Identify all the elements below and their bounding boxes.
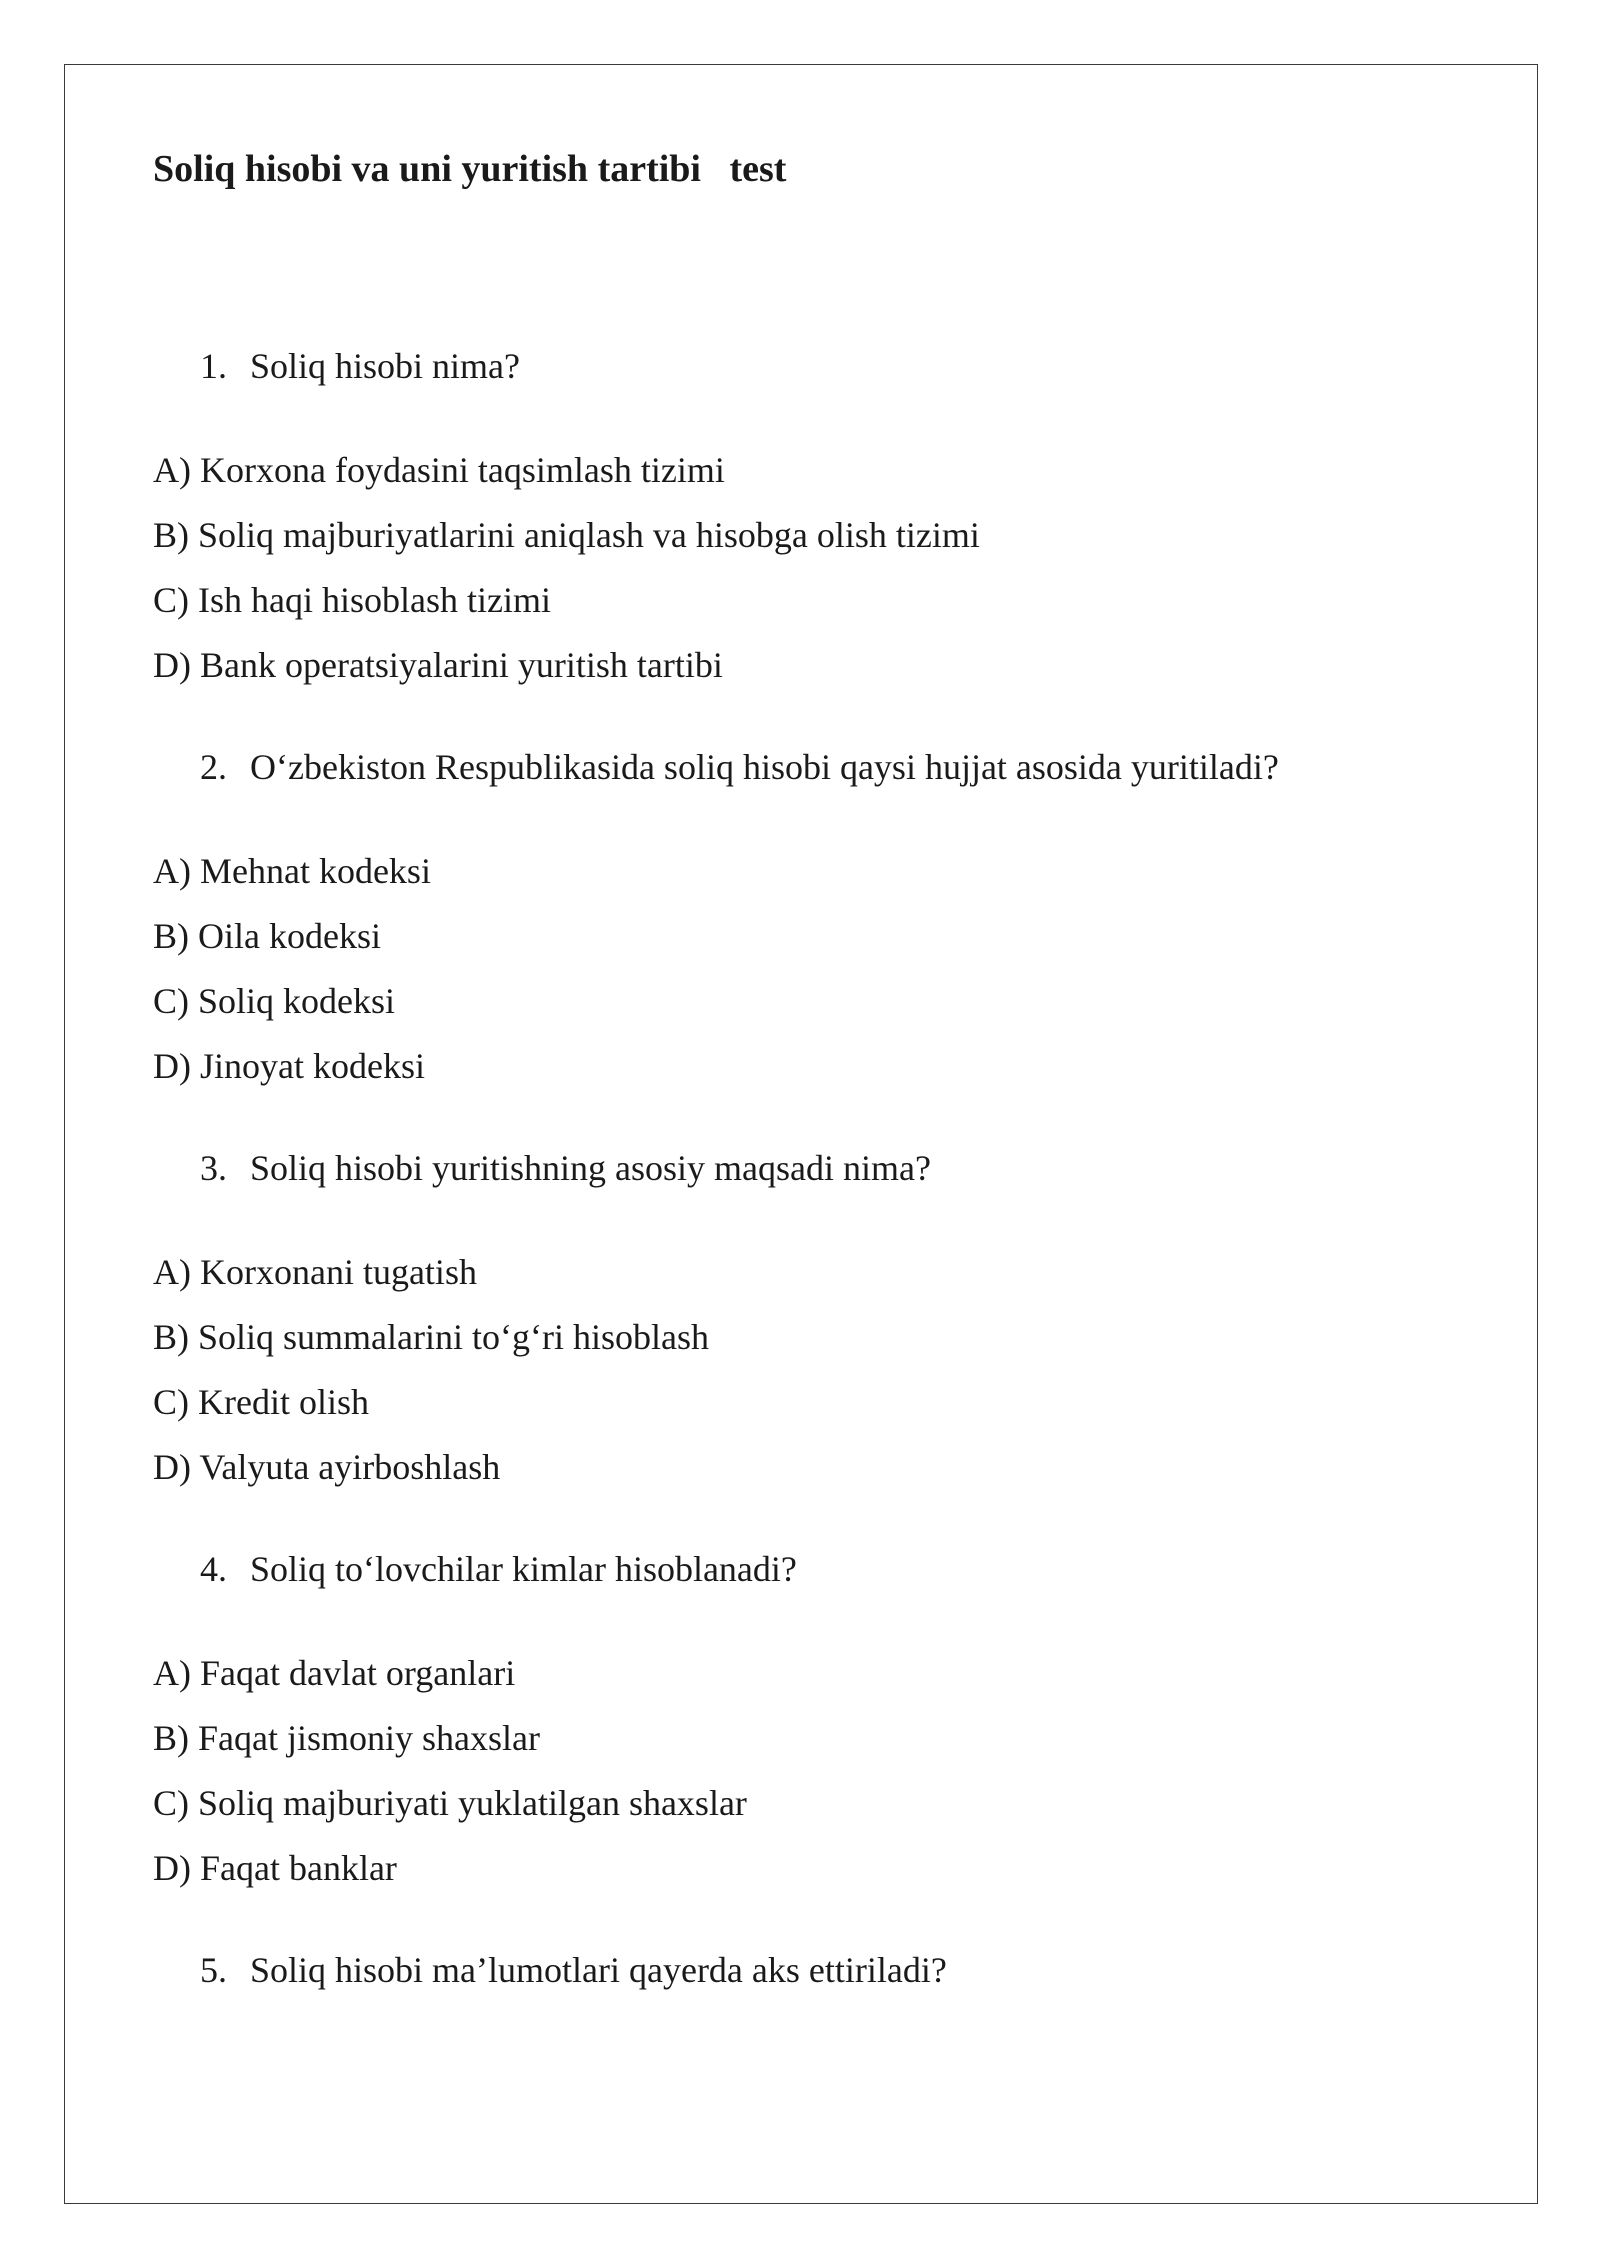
- question-text: Soliq to‘lovchilar kimlar hisoblanadi?: [250, 1549, 797, 1589]
- option-4d: D) Faqat banklar: [153, 1848, 397, 1888]
- option-3d: D) Valyuta ayirboshlash: [153, 1447, 501, 1487]
- question-1: [200, 348, 520, 384]
- option-2d: D) Jinoyat kodeksi: [153, 1046, 425, 1086]
- question-number: 2.: [200, 747, 227, 787]
- question-number: 3.: [200, 1148, 227, 1188]
- question-text: O‘zbekiston Respublikasida soliq hisobi qaysi hujjat asosida yuritiladi?: [250, 747, 1279, 787]
- option-1a: A) Korxona foydasini taqsimlash tizimi: [153, 450, 725, 490]
- question-2: [200, 749, 1279, 785]
- question-text: Soliq hisobi yuritishning asosiy maqsadi nima?: [250, 1148, 931, 1188]
- question-number: 1.: [200, 346, 227, 386]
- option-2a: A) Mehnat kodeksi: [153, 851, 431, 891]
- option-1d: D) Bank operatsiyalarini yuritish tartibi: [153, 645, 723, 685]
- option-3a: A) Korxonani tugatish: [153, 1252, 477, 1292]
- question-text: Soliq hisobi ma’lumotlari qayerda aks ettiriladi?: [250, 1950, 947, 1990]
- document-title: Soliq hisobi va uni yuritish tartibi test: [153, 148, 787, 190]
- option-1b: B) Soliq majburiyatlarini aniqlash va hisobga olish tizimi: [153, 515, 980, 555]
- option-2b: B) Oila kodeksi: [153, 916, 381, 956]
- option-4b: B) Faqat jismoniy shaxslar: [153, 1718, 540, 1758]
- option-4c: C) Soliq majburiyati yuklatilgan shaxslar: [153, 1783, 747, 1823]
- option-3b: B) Soliq summalarini to‘g‘ri hisoblash: [153, 1317, 709, 1357]
- option-3c: C) Kredit olish: [153, 1382, 369, 1422]
- question-4: [200, 1551, 797, 1587]
- option-4a: A) Faqat davlat organlari: [153, 1653, 516, 1693]
- question-number: 4.: [200, 1549, 227, 1589]
- question-3: [200, 1150, 931, 1186]
- question-text: Soliq hisobi nima?: [250, 346, 520, 386]
- option-2c: C) Soliq kodeksi: [153, 981, 396, 1021]
- question-number: 5.: [200, 1950, 227, 1990]
- option-1c: C) Ish haqi hisoblash tizimi: [153, 580, 551, 620]
- question-5: [200, 1952, 947, 1988]
